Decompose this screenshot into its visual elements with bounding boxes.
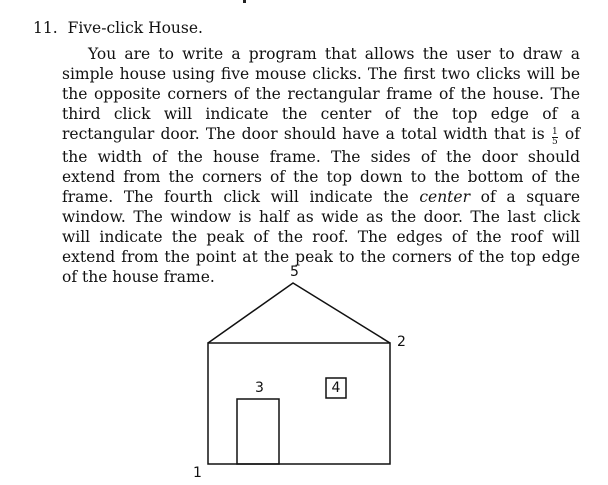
exercise-title: Five-click House. <box>67 19 203 37</box>
door <box>237 399 279 464</box>
fraction-numerator: 1 <box>551 127 558 137</box>
description-part-1: You are to write a program that allows the user to draw a simple house using five mouse clicks. The first two clicks will be the opposite corners of the rectangular frame of the house. The third click will indicate the center of the top edge of a rectangular door. The door should have a total width that is <box>62 45 580 143</box>
house-frame <box>208 343 390 464</box>
fraction-denominator: 5 <box>551 137 558 147</box>
emphasized-center: center <box>419 188 470 206</box>
peak-click-label: 5 <box>290 264 299 280</box>
door-click-label: 3 <box>255 380 264 396</box>
roof-lines <box>208 283 390 343</box>
corner1-click-label: 1 <box>193 465 202 481</box>
exercise-number: 11. <box>33 19 58 37</box>
description-part-3: of a square window. The window is half as wide as the door. The last click will indicate the peak of the roof. The edges of the roof will extend from the point at the peak to the corners of the top edge of the house frame. <box>62 188 580 286</box>
corner2-click-label: 2 <box>397 334 406 350</box>
window-click-label: 4 <box>331 380 341 396</box>
description-part-2: of the width of the house frame. The sides of the door should extend from the corners of the top down to the bottom of the frame. The fourth click will indicate the <box>62 125 580 206</box>
